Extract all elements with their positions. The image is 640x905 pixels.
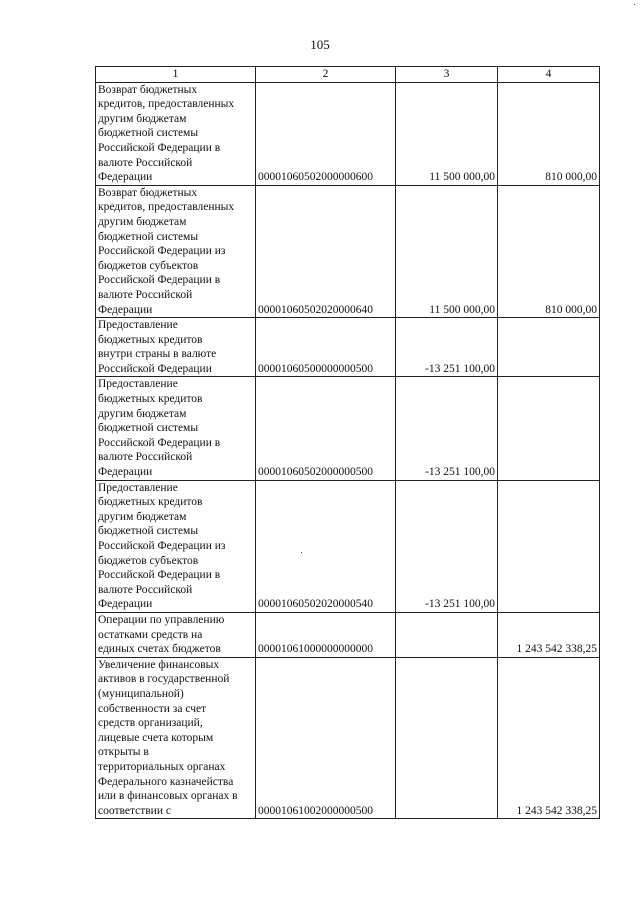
row-col4-cell: 810 000,00	[498, 82, 600, 185]
row-name-line: остатками средств на	[98, 628, 203, 641]
row-name-line: кредитов, предоставленных	[98, 201, 235, 214]
row-name-cell	[96, 612, 256, 657]
table-body	[96, 82, 600, 819]
row-col3-cell: -13 251 100,00	[396, 480, 498, 612]
row-name-line: соответствии с	[98, 804, 171, 817]
row-name-line: Возврат бюджетных	[98, 83, 198, 96]
row-col3-cell: 11 500 000,00	[396, 82, 498, 185]
row-code-cell: 00001060502000000600	[256, 82, 396, 185]
header-row	[96, 67, 600, 83]
table-row	[96, 480, 600, 612]
row-name-cell	[96, 318, 256, 377]
row-name-line: внутри страны в валюте	[98, 348, 217, 361]
table-row	[96, 185, 600, 317]
row-col4-cell	[498, 377, 600, 480]
row-name-line: другим бюджетам	[98, 112, 187, 125]
row-name-line: Российской Федерации из	[98, 540, 226, 552]
row-name-line: Увеличение финансовых	[98, 658, 220, 671]
row-name-line: собственности за счет	[98, 702, 207, 715]
table-row	[96, 612, 600, 657]
row-name-line: Федерации	[98, 171, 153, 184]
row-name-line: валюте Российской	[98, 583, 193, 596]
row-name-line: Российской Федерации	[98, 362, 212, 375]
row-name-cell	[96, 185, 256, 317]
row-name-line: Российской Федерации в	[98, 569, 221, 582]
row-col3-cell: -13 251 100,00	[396, 318, 498, 377]
row-name-cell	[96, 657, 256, 819]
row-name-line: валюте Российской	[98, 451, 193, 464]
row-name-line: бюджетов субъектов	[98, 554, 199, 567]
table-row	[96, 657, 600, 819]
row-name-cell	[96, 82, 256, 185]
row-name-line: Федерации	[98, 598, 153, 611]
row-name-line: Предоставление	[98, 481, 178, 494]
row-name-line: Российской Федерации в	[98, 436, 221, 449]
row-name-line: единых счетах бюджетов	[98, 643, 221, 656]
row-name-line: (муниципальной)	[98, 687, 184, 700]
budget-table	[95, 66, 600, 819]
row-name-line: Российской Федерации из	[98, 245, 226, 258]
row-name-line: бюджетов субъектов	[98, 259, 199, 272]
row-col4-cell: 1 243 542 338,25	[498, 612, 600, 657]
row-col3-cell	[396, 657, 498, 819]
row-name-cell	[96, 377, 256, 480]
row-name-line: территориальных органах	[98, 760, 226, 773]
table-row	[96, 377, 600, 480]
row-name-line: Федерального казначейства	[98, 775, 234, 788]
row-name-line: бюджетных кредитов	[98, 393, 203, 406]
table-row	[96, 82, 600, 185]
row-name-line: бюджетных кредитов	[98, 496, 203, 509]
row-col4-cell: 810 000,00	[498, 185, 600, 317]
row-name-line: бюджетной системы	[98, 230, 199, 243]
scan-speck	[301, 552, 302, 553]
row-name-line: Федерации	[98, 466, 153, 479]
row-code-cell: 00001060502020000640	[256, 185, 396, 317]
header-col-4: 4	[498, 67, 600, 83]
row-name-line: активов в государственной	[98, 673, 230, 686]
row-name-line: бюджетной системы	[98, 525, 199, 538]
row-name-line: бюджетной системы	[98, 127, 199, 140]
row-name-line: бюджетной системы	[98, 422, 199, 435]
row-name-line: другим бюджетам	[98, 510, 187, 523]
header-col-3: 3	[396, 67, 498, 83]
row-name-line: валюте Российской	[98, 288, 193, 301]
row-code-cell: 00001060502000000500	[256, 377, 396, 480]
row-name-line: открыты в	[98, 746, 149, 759]
row-name-cell	[96, 480, 256, 612]
scan-speck	[634, 4, 635, 5]
row-name-line: Предоставление	[98, 319, 178, 332]
row-name-line: Российской Федерации в	[98, 141, 221, 154]
header-col-1: 1	[96, 67, 256, 83]
row-code-cell: 00001061002000000500	[256, 657, 396, 819]
row-col4-cell	[498, 480, 600, 612]
row-name-line: бюджетных кредитов	[98, 333, 203, 346]
row-name-line: Предоставление	[98, 378, 178, 391]
row-name-line: другим бюджетам	[98, 407, 187, 420]
row-code-cell: 00001060502020000540	[256, 480, 396, 612]
row-name-line: Операции по управлению	[98, 613, 225, 626]
row-code-cell: 00001061000000000000	[256, 612, 396, 657]
header-col-2: 2	[256, 67, 396, 83]
row-name-line: средств организаций,	[98, 717, 203, 730]
row-col3-cell	[396, 612, 498, 657]
page-number: 105	[310, 37, 330, 52]
row-col3-cell: -13 251 100,00	[396, 377, 498, 480]
row-name-line: кредитов, предоставленных	[98, 98, 235, 111]
row-name-line: Российской Федерации в	[98, 274, 221, 287]
row-col3-cell: 11 500 000,00	[396, 185, 498, 317]
row-name-line: другим бюджетам	[98, 215, 187, 228]
row-name-line: или в финансовых органах в	[98, 790, 238, 803]
row-name-line: лицевые счета которым	[98, 731, 214, 744]
row-code-cell: 00001060500000000500	[256, 318, 396, 377]
row-col4-cell	[498, 318, 600, 377]
row-name-line: Федерации	[98, 303, 153, 316]
row-name-line: Возврат бюджетных	[98, 186, 198, 199]
row-name-line: валюте Российской	[98, 156, 193, 169]
row-col4-cell: 1 243 542 338,25	[498, 657, 600, 819]
table-row	[96, 318, 600, 377]
